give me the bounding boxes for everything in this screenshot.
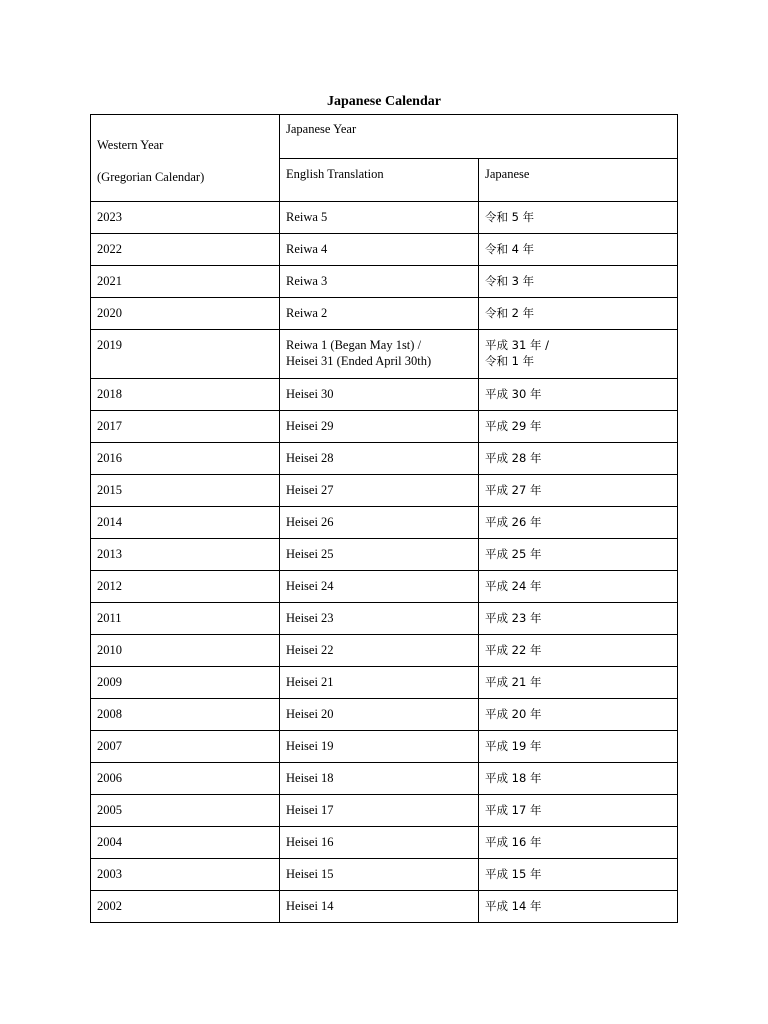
western-year-cell: 2004 [91,827,280,859]
table-row [91,571,678,603]
western-year-cell: 2014 [91,507,280,539]
japanese-year-cell: 令和 5 年 [479,202,678,234]
table-row [91,379,678,411]
western-year-cell: 2013 [91,539,280,571]
table-row [91,827,678,859]
table-row [91,667,678,699]
english-translation-cell: Heisei 22 [280,635,479,667]
table-row [91,539,678,571]
japanese-year-cell: 平成 25 年 [479,539,678,571]
english-translation-cell: Reiwa 3 [280,266,479,298]
western-year-cell: 2016 [91,443,280,475]
western-year-cell: 2018 [91,379,280,411]
table-row [91,891,678,923]
japanese-year-cell: 平成 22 年 [479,635,678,667]
english-translation-cell: Heisei 26 [280,507,479,539]
english-translation-cell: Heisei 30 [280,379,479,411]
japanese-year-cell: 平成 20 年 [479,699,678,731]
japanese-year-cell: 平成 28 年 [479,443,678,475]
western-year-cell: 2022 [91,234,280,266]
japanese-year-cell: 平成 29 年 [479,411,678,443]
japanese-year-cell: 平成 14 年 [479,891,678,923]
western-year-cell: 2015 [91,475,280,507]
table-row [91,266,678,298]
western-year-cell: 2002 [91,891,280,923]
table-row [91,411,678,443]
western-year-cell: 2023 [91,202,280,234]
japanese-year-cell: 令和 4 年 [479,234,678,266]
english-translation-cell: Heisei 18 [280,763,479,795]
western-year-cell: 2020 [91,298,280,330]
western-year-cell: 2007 [91,731,280,763]
table-row [91,859,678,891]
english-translation-cell: Heisei 23 [280,603,479,635]
western-year-cell: 2008 [91,699,280,731]
english-translation-cell: Reiwa 5 [280,202,479,234]
table-row [91,699,678,731]
english-translation-cell: Heisei 14 [280,891,479,923]
japanese-year-cell: 平成 27 年 [479,475,678,507]
english-translation-cell: Heisei 28 [280,443,479,475]
japanese-year-cell: 令和 2 年 [479,298,678,330]
english-translation-cell: Heisei 29 [280,411,479,443]
japanese-year-cell: 平成 30 年 [479,379,678,411]
western-year-cell: 2005 [91,795,280,827]
english-translation-cell: Reiwa 1 (Began May 1st) / Heisei 31 (Ended April 30th) [280,330,479,379]
japanese-year-cell: 令和 3 年 [479,266,678,298]
english-translation-cell: Heisei 24 [280,571,479,603]
western-year-header [91,115,280,202]
table-row [91,507,678,539]
japanese-year-cell: 平成 17 年 [479,795,678,827]
english-translation-cell: Heisei 25 [280,539,479,571]
western-year-cell: 2010 [91,635,280,667]
page-title: Japanese Calendar [327,94,441,109]
english-translation-cell: Heisei 16 [280,827,479,859]
western-year-cell: 2019 [91,330,280,379]
english-translation-header: English Translation [280,159,479,202]
table-row [91,202,678,234]
english-translation-cell: Heisei 21 [280,667,479,699]
western-year-cell: 2003 [91,859,280,891]
western-year-cell: 2017 [91,411,280,443]
western-year-cell: 2006 [91,763,280,795]
japanese-year-cell: 平成 26 年 [479,507,678,539]
japanese-year-cell: 平成 16 年 [479,827,678,859]
western-year-label: Western Year [97,138,164,152]
english-translation-cell: Reiwa 2 [280,298,479,330]
table-row [91,603,678,635]
english-translation-cell: Heisei 27 [280,475,479,507]
japanese-year-cell: 平成 23 年 [479,603,678,635]
japanese-year-cell: 平成 18 年 [479,763,678,795]
table-row [91,763,678,795]
table-row [91,731,678,763]
table-row [91,475,678,507]
western-year-cell: 2009 [91,667,280,699]
calendar-table-body [91,115,678,923]
english-translation-cell: Heisei 19 [280,731,479,763]
table-row [91,795,678,827]
japanese-year-cell: 平成 19 年 [479,731,678,763]
japanese-header: Japanese [479,159,678,202]
english-translation-cell: Heisei 17 [280,795,479,827]
japanese-year-cell: 平成 15 年 [479,859,678,891]
western-year-cell: 2021 [91,266,280,298]
table-row [91,234,678,266]
table-row [91,443,678,475]
japanese-year-cell: 平成 24 年 [479,571,678,603]
english-translation-cell: Reiwa 4 [280,234,479,266]
table-row [91,635,678,667]
table-row [91,298,678,330]
gregorian-calendar-label: (Gregorian Calendar) [97,170,205,184]
english-translation-cell: Heisei 15 [280,859,479,891]
japanese-year-cell: 平成 21 年 [479,667,678,699]
table-row [91,330,678,379]
header-row [91,115,678,159]
western-year-cell: 2012 [91,571,280,603]
calendar-table [90,114,678,923]
japanese-year-header: Japanese Year [280,115,678,159]
english-translation-cell: Heisei 20 [280,699,479,731]
western-year-cell: 2011 [91,603,280,635]
japanese-year-cell: 平成 31 年 / 令和 1 年 [479,330,678,379]
